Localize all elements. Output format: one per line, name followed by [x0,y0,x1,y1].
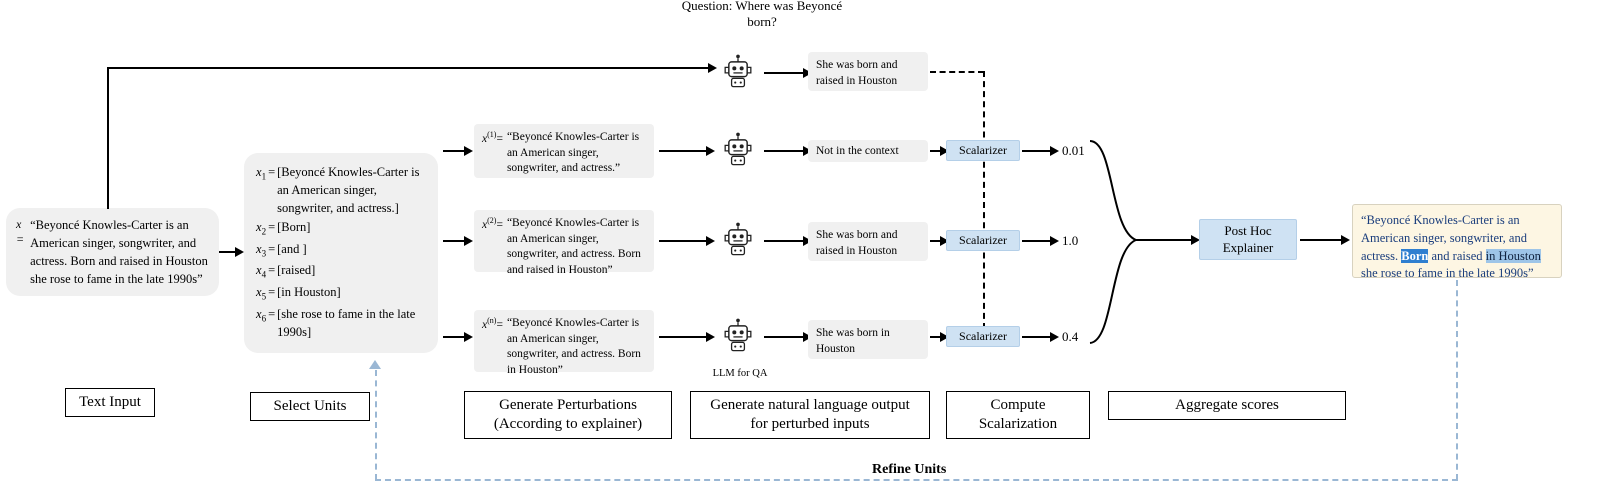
arrow-units-to-pert-2 [443,240,465,242]
stage-label-line1: Compute [990,397,1046,414]
arrow-llm-to-out-n [764,336,804,338]
arrow-head [1341,235,1350,245]
arrow-llm-to-out-1 [764,150,804,152]
stage-label-line1: Generate natural language output [710,397,910,414]
stage-select-units [250,392,370,421]
robot-icon [716,128,760,172]
stage-label: Aggregate scores [1175,397,1279,414]
arrow-input-to-top-llm [107,68,110,209]
post-hoc-explainer-line1: Post Hoc [1224,222,1272,238]
text-input-box [6,208,219,296]
arrow-units-to-pert-n [443,336,465,338]
arrow-explainer-to-final [1300,239,1342,241]
perturbation-eq: = [496,318,503,331]
scalarizer-box-n [946,326,1020,347]
perturbation-box-1: $x^{(1)}=$ “Beyoncé Knowles-Carter is an American singer, songwriter, and actress.” [474,124,654,178]
arrow-scalarizer-to-score-n [1022,336,1052,338]
score-value: 0.4 [1062,329,1079,344]
refine-units-text: Refine Units [872,462,947,477]
arrow-head [1050,146,1059,156]
units-table [256,163,426,342]
unit-value: [Beyoncé Knowles-Carter is an American singer, songwriter, and actress.] [277,165,420,216]
llm-robot-icon [716,314,760,363]
explanation-highlight-strong: Born [1401,248,1429,263]
unit-eq: = [268,285,276,300]
unit-eq: = [268,165,276,179]
unit-eq: = [268,220,276,235]
output-text: She was born and raised in Houston [816,59,898,87]
stage-generate-perturbations [464,391,672,439]
stage-label-line2: (According to explainer) [493,416,643,432]
unit-value: [raised] [277,263,316,278]
arrow-head [464,236,473,246]
perturbation-superscript: (2) [487,216,497,225]
explanation-highlight: in Houston [1485,248,1541,263]
post-hoc-explainer-line2: Explainer [1222,239,1274,255]
score-value: 1.0 [1062,233,1079,248]
perturbation-box-2: $x^{(2)}=$ “Beyoncé Knowles-Carter is an American singer, songwriter, and actress. Born and raised in Houston” [474,210,654,272]
llm-caption [700,368,780,379]
perturbation-text: “Beyoncé Knowles-Carter is an American singer, songwriter, and actress. Born in Houston” [506,317,641,376]
stage-label-line1: Generate Perturbations [499,397,637,414]
input-text: “Beyoncé Knowles-Carter is an American singer, songwriter, and actress. Born and raised in Houston she rose to fame in the late 1990s” [30,218,208,287]
explanation-prefix: “Beyoncé Knowles-Carter is an American singer, songwriter, and actress. [1361,213,1527,263]
arrow-head [464,332,473,342]
unit-eq: = [268,241,276,256]
unit-subscript: 4 [261,269,267,280]
unit-row: $x_5$ = [in Houston] [256,283,426,305]
perturbation-superscript: (1) [487,130,497,139]
score-n [1062,329,1078,345]
arrow-head [706,236,715,246]
stage-label-line2: Scalarization [978,416,1058,432]
arrow-head [706,332,715,342]
llm-robot-icon [716,218,760,267]
unit-value: [Born] [277,220,311,235]
stage-label: Text Input [79,394,141,411]
arrow-head [464,146,473,156]
unit-value: [in Houston] [277,285,341,300]
arrow-pert-to-llm-n [659,336,707,338]
unit-subscript: 5 [261,291,267,302]
stage-compute-scalarization [946,391,1090,439]
perturbation-box-n: $x^{(n)}=$ “Beyoncé Knowles-Carter is an American singer, songwriter, and actress. Born in Houston” [474,310,654,372]
stage-generate-output [690,391,930,439]
unit-subscript: 6 [261,313,267,324]
unit-value: [and ] [277,241,307,256]
llm-caption-text: LLM for QA [712,368,768,379]
unit-row: $x_6$ = [she rose to fame in the late 1990s] [256,305,426,342]
scalarizer-label: Scalarizer [959,233,1007,247]
scalarizer-label: Scalarizer [959,329,1007,343]
score-value: 0.01 [1062,143,1085,158]
score-2 [1062,233,1078,249]
unit-row: $x_2$ = [Born] [256,218,426,240]
unit-value: [she rose to fame in the late 1990s] [277,306,416,339]
arrow-scalarizer-to-score-1 [1022,150,1052,152]
unit-row: $x_3$ = [and ] [256,240,426,262]
perturbation-text: “Beyoncé Knowles-Carter is an American singer, songwriter, and actress.” [506,131,640,175]
arrow-pert-to-llm-2 [659,240,707,242]
perturbation-eq: = [496,218,503,231]
stage-aggregate-scores [1108,391,1346,420]
explanation-suffix: she rose to fame in the late 1990s” [1361,266,1534,281]
final-explanation-box [1352,204,1562,281]
arrow-brace-to-explainer [1136,239,1192,241]
refine-path-up [375,370,377,480]
refine-path-down [1456,280,1458,480]
robot-icon [716,50,760,94]
refine-arrow-head [369,360,381,369]
select-units-box [244,153,438,353]
arrow-head [1050,236,1059,246]
scalarizer-label: Scalarizer [959,143,1007,157]
arrow-llm-to-out-2 [764,240,804,242]
refine-path-horizontal [375,479,1458,481]
unit-subscript: 3 [261,248,267,259]
dashed-original-output-connector [930,71,984,73]
refine-units-label [872,462,946,478]
output-box-1 [808,140,928,162]
output-box-n [808,320,928,359]
perturbation-eq: = [496,132,503,145]
stage-label: Select Units [273,398,347,415]
arrow-units-to-pert-1 [443,150,465,152]
arrow-head [706,146,715,156]
scalarizer-box-2 [946,230,1020,251]
llm-robot-icon [716,128,760,177]
post-hoc-explainer-box [1199,219,1297,260]
unit-subscript: 2 [261,226,267,237]
arrow-input-to-units [219,251,235,253]
stage-label-line2: for perturbed inputs [750,416,870,432]
output-text: She was born in Houston [816,327,890,355]
arrow-scalarizer-to-score-2 [1022,240,1052,242]
unit-subscript: 1 [261,171,267,182]
robot-icon [716,314,760,358]
question-text: Question: Where was Beyoncé born? [681,0,843,30]
perturbation-superscript: (n) [487,316,497,325]
explanation-mid: and raised [1428,248,1486,263]
score-1 [1062,143,1085,159]
dashed-original-output-down [983,71,985,329]
output-box-2 [808,222,928,261]
unit-row: $x_1$ = [Beyoncé Knowles-Carter is an American singer, songwriter, and actress.] [256,163,426,218]
arrow-top-horizontal [107,67,710,69]
unit-eq: = [268,263,276,278]
arrow-head [1050,332,1059,342]
llm-robot-icon [716,50,760,99]
output-box-original [808,52,928,91]
aggregate-brace [1088,135,1188,350]
stage-text-input [65,388,155,417]
perturbation-text: “Beyoncé Knowles-Carter is an American singer, songwriter, and actress. Born and raised in Houston” [506,217,641,276]
arrow-head [235,247,244,257]
unit-row: $x_4$ = [raised] [256,261,426,283]
arrow-llm-to-out-0 [764,72,804,74]
robot-icon [716,218,760,262]
input-x-symbol: x = [16,217,25,246]
arrow-pert-to-llm-1 [659,150,707,152]
scalarizer-box-1 [946,140,1020,161]
unit-eq: = [268,306,276,321]
question-title [672,0,852,31]
output-text: Not in the context [816,145,899,157]
output-text: She was born and raised in Houston [816,229,898,257]
